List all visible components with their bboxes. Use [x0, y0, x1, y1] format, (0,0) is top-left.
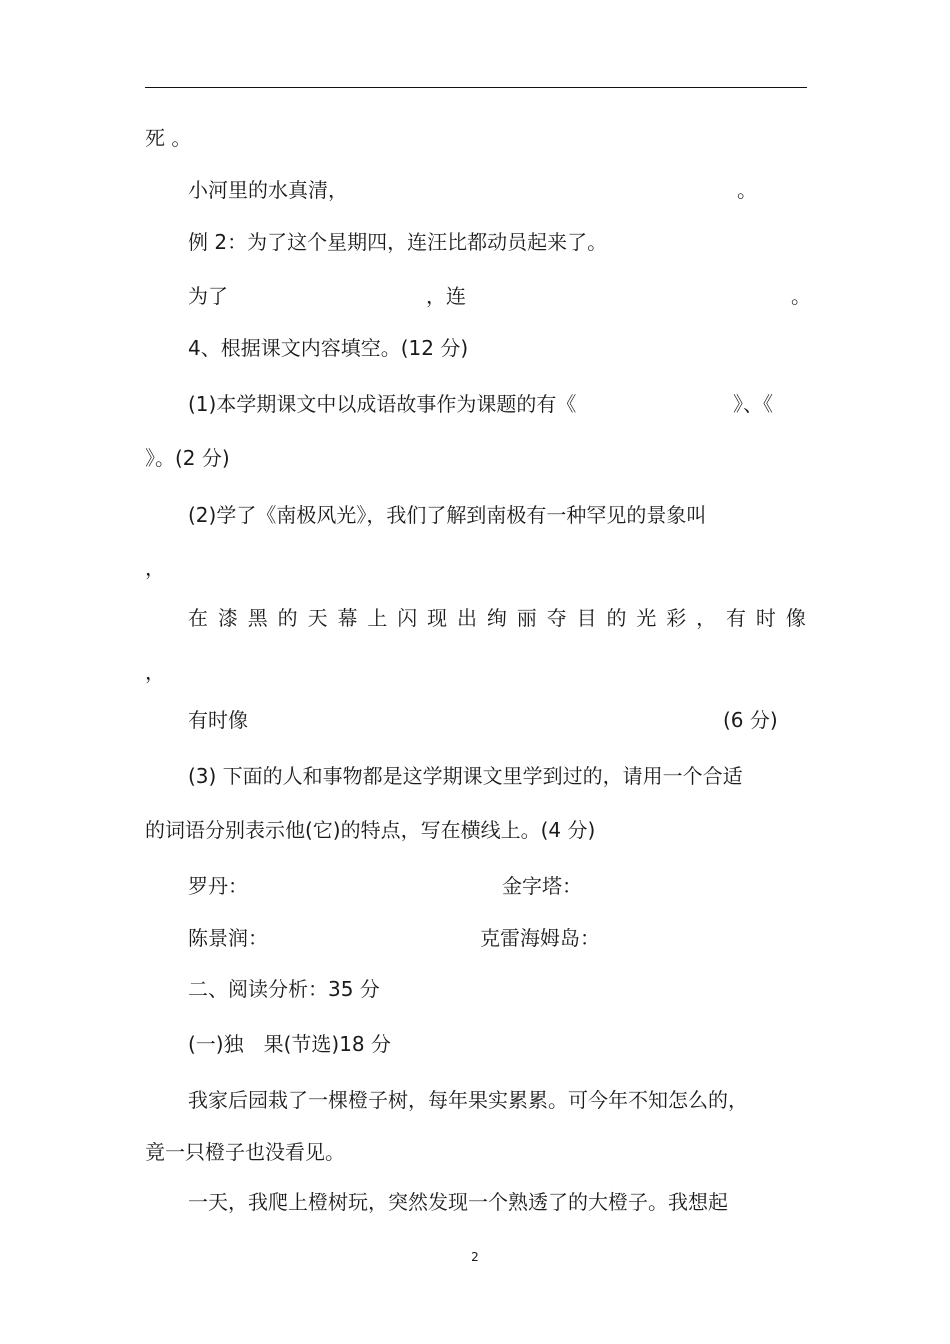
section-heading: 二、阅读分析：35 分 — [188, 977, 380, 1001]
char: 上 — [367, 606, 388, 630]
char: 幕 — [337, 606, 358, 630]
char: 目 — [576, 606, 597, 630]
text-line-4c: 。 — [791, 284, 811, 308]
text-line-13: (3) 下面的人和事物都是这学期课文里学到过的，请用一个合适 — [188, 764, 743, 788]
text-line-12a: 有时像 — [188, 708, 248, 732]
text-line-15a: 罗丹： — [188, 874, 248, 898]
char: 的 — [606, 606, 627, 630]
text-line-14: 的词语分别表示他(它)的特点，写在横线上。(4 分) — [145, 818, 596, 842]
text-line-21: 一天，我爬上橙树玩，突然发现一个熟透了的大橙子。我想起 — [188, 1190, 728, 1214]
text-line-15b: 金字塔： — [502, 874, 582, 898]
text-line-10 — [188, 606, 806, 630]
char: 现 — [427, 606, 448, 630]
char: 漆 — [217, 606, 238, 630]
text-line-3: 例 2：为了这个星期四，连汪比都动员起来了。 — [188, 230, 608, 254]
text-line-8: (2)学了《南极风光》，我们了解到南极有一种罕见的景象叫 — [188, 503, 707, 527]
char: ， — [696, 606, 717, 630]
char: 天 — [307, 606, 328, 630]
char: 有 — [726, 606, 747, 630]
char: 绚 — [486, 606, 507, 630]
text-line-16a: 陈景润： — [188, 926, 268, 950]
text-line-5: 4、根据课文内容填空。(12 分) — [188, 336, 469, 360]
text-line-16b: 克雷海姆岛： — [480, 926, 600, 950]
char: 丽 — [516, 606, 537, 630]
char: 光 — [636, 606, 657, 630]
text-line-2a: 小河里的水真清， — [188, 178, 348, 202]
text-line-6b: 》、《 — [733, 392, 773, 416]
char: 出 — [457, 606, 478, 630]
text-line-19: 我家后园栽了一棵橙子树，每年果实累累。可今年不知怎么的， — [188, 1088, 748, 1112]
text-line-7: 》。(2 分) — [145, 446, 230, 470]
char: 在 — [188, 606, 208, 630]
char: 彩 — [666, 606, 687, 630]
char: 时 — [755, 606, 776, 630]
char: 夺 — [546, 606, 567, 630]
text-line-1: 死 。 — [145, 126, 192, 150]
text-line-12b: (6 分) — [723, 708, 778, 732]
passage-title: (一)独 果(节选)18 分 — [188, 1032, 392, 1056]
char: 像 — [785, 606, 806, 630]
text-line-4b: ，连 — [426, 284, 466, 308]
char: 的 — [277, 606, 298, 630]
text-line-11: ， — [145, 660, 165, 684]
text-line-6a: (1)本学期课文中以成语故事作为课题的有《 — [188, 392, 577, 416]
text-line-2b: 。 — [737, 178, 757, 202]
text-line-9: ， — [145, 556, 165, 580]
char: 黑 — [247, 606, 268, 630]
header-rule — [145, 87, 807, 88]
text-line-20: 竟一只橙子也没看见。 — [145, 1140, 345, 1164]
text-line-4a: 为了 — [188, 284, 228, 308]
page-number: 2 — [471, 1250, 479, 1264]
char: 闪 — [397, 606, 418, 630]
